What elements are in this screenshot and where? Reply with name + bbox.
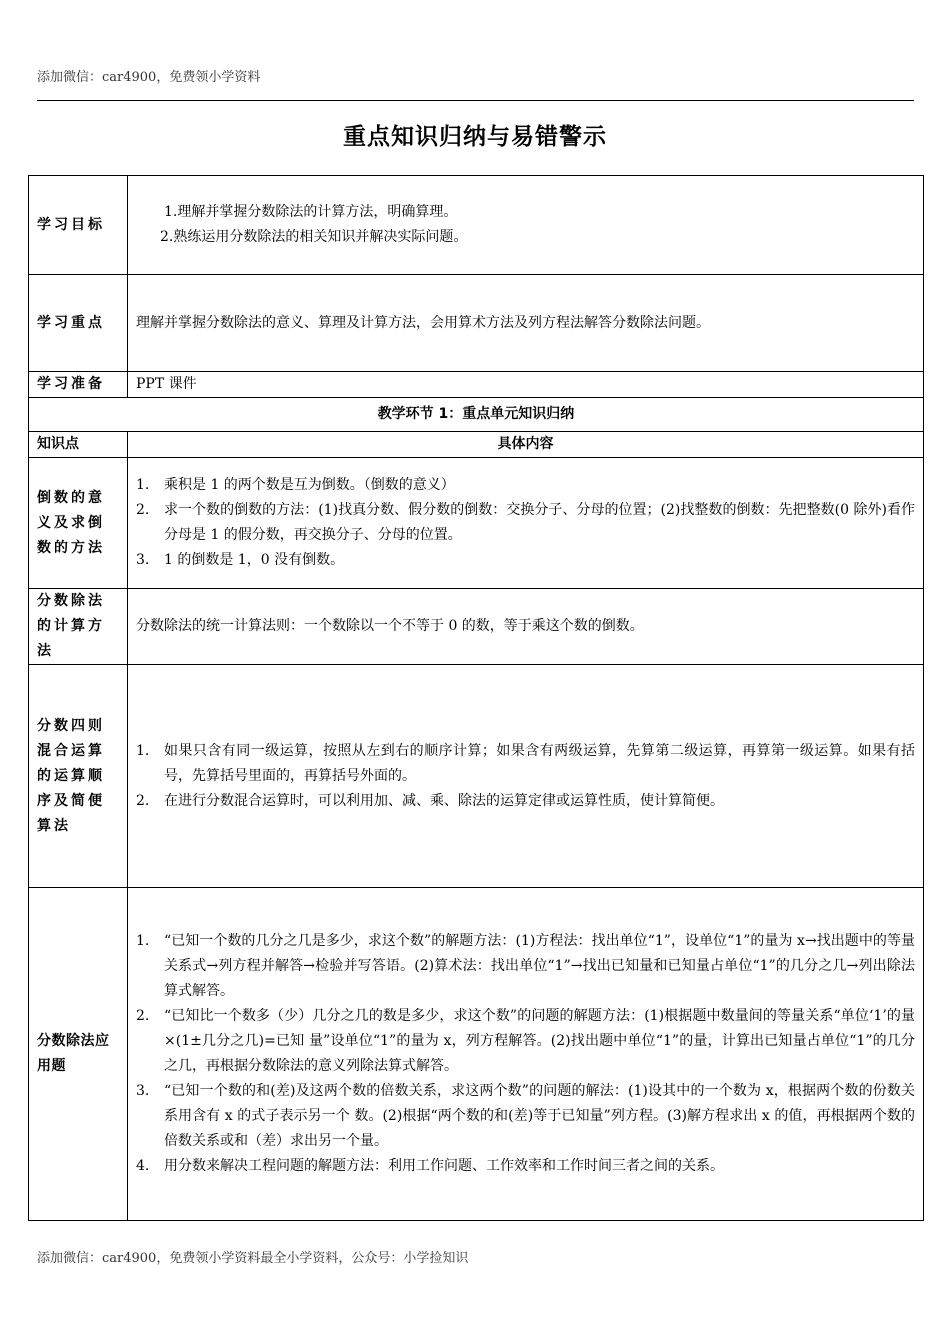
row-prep [29, 372, 924, 398]
goal-label: 学习目标 [29, 176, 128, 275]
list-item: 2. 求一个数的倒数的方法：(1)找真分数、假分数的倒数：交换分子、分母的位置；(2)找整数的倒数：先把整数(0 除外)看作分母是 1 的假分数，再交换分子、分母的位置。 [136, 502, 915, 543]
row-word-problems [29, 888, 924, 1221]
knowledge-content [128, 665, 924, 888]
list-item: 4. 用分数来解决工程问题的解题方法：利用工作问题、工作效率和工作时间三者之间的关系。 [136, 1158, 724, 1174]
focus-label: 学习重点 [29, 275, 128, 372]
section-title: 教学环节 1：重点单元知识归纳 [29, 398, 924, 432]
prep-label: 学习准备 [29, 372, 128, 398]
list-item: 1. 乘积是 1 的两个数是互为倒数。（倒数的意义） [136, 477, 455, 493]
knowledge-label: 分数四则混合运算的运算顺序及简便算法 [29, 665, 128, 888]
list-item: 1. “已知一个数的几分之几是多少，求这个数”的解题方法：(1)方程法：找出单位“1”，设单位“1”的量为 x→找出题中的等量关系式→列方程并解答→检验并写答语。(2)算术法：找出单位“1”→找出已知量和已知量占单位“1”的几分之几→列出除法算式解答。 [136, 933, 915, 999]
knowledge-content [128, 888, 924, 1221]
knowledge-label: 分数除法应用题 [29, 888, 128, 1221]
column-header-knowledge: 知识点 [29, 432, 128, 458]
knowledge-label: 分数除法的计算方法 [29, 589, 128, 665]
page-title: 重点知识归纳与易错警示 [343, 124, 607, 150]
list-item: 2. “已知比一个数多（少）几分之几的数是多少，求这个数”的问题的解题方法：(1)根据题中数量间的等量关系“单位‘1’的量×(1±几分之几)=已知 量”设单位“1”的量为 x，列方程解答。(2)找出题中单位“1”的量，计算出已知量占单位“1”的几分之几，再根据分数除法的意义列除法算式解答。 [136, 1008, 915, 1074]
row-reciprocal [29, 458, 924, 589]
goal-line: 2.熟练运用分数除法的相关知识并解决实际问题。 [160, 229, 468, 245]
knowledge-label: 倒数的意义及求倒数的方法 [29, 458, 128, 589]
goal-line: 1.理解并掌握分数除法的计算方法，明确算理。 [164, 204, 458, 220]
list-item: 1. 如果只含有同一级运算，按照从左到右的顺序计算；如果含有两级运算，先算第二级运算，再算第一级运算。如果有括号，先算括号里面的，再算括号外面的。 [136, 742, 915, 784]
list-item: 3. “已知一个数的和(差)及这两个数的倍数关系，求这两个数”的问题的解法：(1)设其中的一个数为 x，根据两个数的份数关系用含有 x 的式子表示另一个 数。(2)根据“两个数的和(差)等于已知量”列方程。(3)解方程求出 x 的值，再根据两个数的倍数关系或和（差）求出另一个量。 [136, 1083, 915, 1149]
row-division-method [29, 589, 924, 665]
list-item: 2. 在进行分数混合运算时，可以利用加、减、乘、除法的运算定律或运算性质，使计算简便。 [136, 792, 724, 809]
row-focus [29, 275, 924, 372]
goal-content [128, 176, 924, 275]
header-note: 添加微信：car4900，免费领小学资料 [37, 70, 261, 85]
row-mixed-operations [29, 665, 924, 888]
list-item: 3. 1 的倒数是 1，0 没有倒数。 [136, 552, 345, 568]
prep-content: PPT 课件 [128, 372, 924, 398]
header-divider [37, 100, 914, 101]
knowledge-content [128, 458, 924, 589]
lesson-table [28, 175, 924, 1221]
focus-content: 理解并掌握分数除法的意义、算理及计算方法，会用算术方法及列方程法解答分数除法问题。 [128, 275, 924, 372]
row-column-headers [29, 432, 924, 458]
row-goal [29, 176, 924, 275]
column-header-content: 具体内容 [128, 432, 924, 458]
footer-note: 添加微信：car4900，免费领小学资料最全小学资料，公众号：小学捡知识 [37, 1251, 469, 1266]
knowledge-content: 分数除法的统一计算法则：一个数除以一个不等于 0 的数，等于乘这个数的倒数。 [128, 589, 924, 665]
row-section-title [29, 398, 924, 432]
